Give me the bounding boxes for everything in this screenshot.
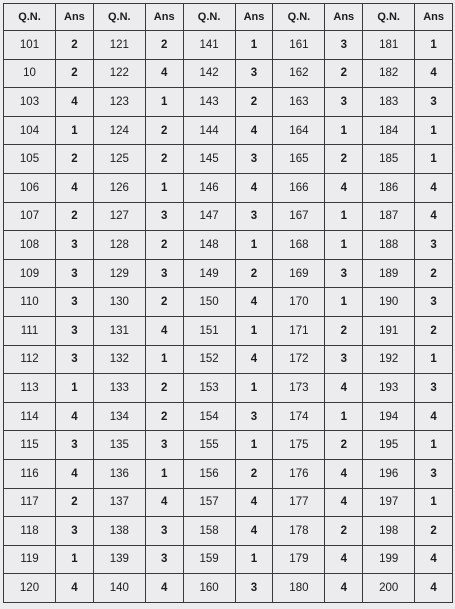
question-number-cell: 150 [183, 288, 235, 317]
question-number-cell: 149 [183, 259, 235, 288]
question-number-cell: 192 [363, 345, 415, 374]
question-number-cell: 156 [183, 459, 235, 488]
question-number-cell: 101 [4, 31, 56, 60]
question-number-cell: 114 [4, 402, 56, 431]
table-row [4, 259, 453, 288]
question-number-cell: 133 [93, 374, 145, 403]
header-question-number: Q.N. [93, 4, 145, 31]
answer-cell: 3 [56, 517, 94, 546]
answer-cell: 1 [235, 545, 273, 574]
question-number-cell: 122 [93, 59, 145, 88]
answer-cell: 3 [145, 431, 183, 460]
answer-cell: 2 [145, 116, 183, 145]
answer-cell: 2 [325, 316, 363, 345]
answer-cell: 2 [56, 202, 94, 231]
question-number-cell: 155 [183, 431, 235, 460]
question-number-cell: 199 [363, 545, 415, 574]
question-number-cell: 173 [273, 374, 325, 403]
answer-cell: 4 [325, 173, 363, 202]
answer-cell: 3 [235, 574, 273, 603]
question-number-cell: 189 [363, 259, 415, 288]
question-number-cell: 141 [183, 31, 235, 60]
header-question-number: Q.N. [273, 4, 325, 31]
question-number-cell: 170 [273, 288, 325, 317]
answer-cell: 2 [56, 145, 94, 174]
question-number-cell: 139 [93, 545, 145, 574]
question-number-cell: 121 [93, 31, 145, 60]
answer-cell: 3 [415, 374, 453, 403]
question-number-cell: 197 [363, 488, 415, 517]
answer-cell: 4 [235, 345, 273, 374]
question-number-cell: 137 [93, 488, 145, 517]
question-number-cell: 126 [93, 173, 145, 202]
answer-cell: 3 [56, 259, 94, 288]
table-row [4, 402, 453, 431]
answer-cell: 2 [415, 517, 453, 546]
question-number-cell: 129 [93, 259, 145, 288]
answer-key-body [4, 31, 453, 603]
question-number-cell: 177 [273, 488, 325, 517]
question-number-cell: 124 [93, 116, 145, 145]
header-question-number: Q.N. [4, 4, 56, 31]
question-number-cell: 191 [363, 316, 415, 345]
table-row [4, 231, 453, 260]
table-row [4, 316, 453, 345]
question-number-cell: 158 [183, 517, 235, 546]
answer-cell: 4 [235, 116, 273, 145]
answer-cell: 4 [235, 173, 273, 202]
question-number-cell: 167 [273, 202, 325, 231]
answer-cell: 3 [56, 316, 94, 345]
answer-cell: 1 [235, 374, 273, 403]
answer-cell: 3 [145, 517, 183, 546]
answer-cell: 2 [56, 31, 94, 60]
question-number-cell: 132 [93, 345, 145, 374]
question-number-cell: 105 [4, 145, 56, 174]
header-question-number: Q.N. [183, 4, 235, 31]
question-number-cell: 200 [363, 574, 415, 603]
question-number-cell: 104 [4, 116, 56, 145]
table-row [4, 116, 453, 145]
question-number-cell: 111 [4, 316, 56, 345]
answer-cell: 4 [415, 545, 453, 574]
table-row [4, 88, 453, 117]
question-number-cell: 195 [363, 431, 415, 460]
question-number-cell: 128 [93, 231, 145, 260]
answer-cell: 3 [415, 88, 453, 117]
question-number-cell: 134 [93, 402, 145, 431]
answer-cell: 2 [145, 374, 183, 403]
question-number-cell: 164 [273, 116, 325, 145]
answer-cell: 2 [235, 88, 273, 117]
question-number-cell: 157 [183, 488, 235, 517]
question-number-cell: 196 [363, 459, 415, 488]
answer-cell: 1 [415, 431, 453, 460]
question-number-cell: 179 [273, 545, 325, 574]
question-number-cell: 138 [93, 517, 145, 546]
question-number-cell: 163 [273, 88, 325, 117]
question-number-cell: 162 [273, 59, 325, 88]
answer-cell: 2 [145, 231, 183, 260]
answer-cell: 2 [325, 145, 363, 174]
answer-cell: 4 [56, 402, 94, 431]
answer-cell: 3 [325, 31, 363, 60]
question-number-cell: 152 [183, 345, 235, 374]
question-number-cell: 151 [183, 316, 235, 345]
answer-cell: 3 [325, 345, 363, 374]
answer-cell: 1 [235, 316, 273, 345]
question-number-cell: 172 [273, 345, 325, 374]
answer-cell: 2 [145, 288, 183, 317]
answer-cell: 2 [325, 431, 363, 460]
answer-cell: 3 [415, 231, 453, 260]
answer-cell: 4 [325, 488, 363, 517]
question-number-cell: 107 [4, 202, 56, 231]
answer-cell: 4 [415, 59, 453, 88]
table-row [4, 202, 453, 231]
question-number-cell: 198 [363, 517, 415, 546]
question-number-cell: 175 [273, 431, 325, 460]
answer-cell: 4 [235, 288, 273, 317]
question-number-cell: 108 [4, 231, 56, 260]
answer-cell: 3 [235, 202, 273, 231]
answer-cell: 1 [145, 345, 183, 374]
answer-cell: 1 [325, 116, 363, 145]
answer-cell: 1 [415, 116, 453, 145]
question-number-cell: 148 [183, 231, 235, 260]
question-number-cell: 131 [93, 316, 145, 345]
table-row [4, 288, 453, 317]
answer-cell: 1 [145, 459, 183, 488]
answer-cell: 3 [235, 402, 273, 431]
answer-cell: 2 [56, 59, 94, 88]
answer-cell: 3 [145, 545, 183, 574]
question-number-cell: 146 [183, 173, 235, 202]
question-number-cell: 143 [183, 88, 235, 117]
answer-cell: 2 [145, 31, 183, 60]
question-number-cell: 160 [183, 574, 235, 603]
question-number-cell: 110 [4, 288, 56, 317]
table-row [4, 173, 453, 202]
question-number-cell: 145 [183, 145, 235, 174]
answer-cell: 1 [56, 545, 94, 574]
answer-cell: 1 [145, 173, 183, 202]
answer-cell: 4 [325, 545, 363, 574]
answer-cell: 1 [415, 31, 453, 60]
question-number-cell: 188 [363, 231, 415, 260]
answer-cell: 1 [235, 431, 273, 460]
header-row [4, 4, 453, 31]
answer-cell: 1 [56, 116, 94, 145]
question-number-cell: 118 [4, 517, 56, 546]
answer-cell: 1 [415, 145, 453, 174]
answer-cell: 4 [56, 88, 94, 117]
answer-cell: 3 [56, 431, 94, 460]
question-number-cell: 106 [4, 173, 56, 202]
question-number-cell: 153 [183, 374, 235, 403]
question-number-cell: 117 [4, 488, 56, 517]
answer-cell: 1 [415, 488, 453, 517]
answer-cell: 3 [325, 259, 363, 288]
question-number-cell: 127 [93, 202, 145, 231]
question-number-cell: 147 [183, 202, 235, 231]
answer-cell: 3 [145, 202, 183, 231]
question-number-cell: 178 [273, 517, 325, 546]
answer-cell: 1 [235, 231, 273, 260]
question-number-cell: 112 [4, 345, 56, 374]
table-row [4, 459, 453, 488]
answer-cell: 1 [325, 288, 363, 317]
answer-cell: 3 [145, 259, 183, 288]
answer-cell: 2 [325, 59, 363, 88]
answer-cell: 2 [235, 259, 273, 288]
question-number-cell: 168 [273, 231, 325, 260]
table-row [4, 574, 453, 603]
question-number-cell: 181 [363, 31, 415, 60]
question-number-cell: 116 [4, 459, 56, 488]
answer-cell: 4 [415, 402, 453, 431]
answer-cell: 4 [235, 488, 273, 517]
answer-cell: 2 [415, 316, 453, 345]
question-number-cell: 182 [363, 59, 415, 88]
answer-cell: 4 [415, 202, 453, 231]
question-number-cell: 165 [273, 145, 325, 174]
table-row [4, 31, 453, 60]
answer-cell: 2 [56, 488, 94, 517]
table-row [4, 488, 453, 517]
question-number-cell: 103 [4, 88, 56, 117]
answer-cell: 3 [235, 59, 273, 88]
question-number-cell: 161 [273, 31, 325, 60]
answer-cell: 4 [235, 517, 273, 546]
answer-cell: 4 [325, 574, 363, 603]
header-answer: Ans [56, 4, 94, 31]
answer-cell: 2 [235, 459, 273, 488]
table-row [4, 545, 453, 574]
question-number-cell: 140 [93, 574, 145, 603]
table-row [4, 59, 453, 88]
header-answer: Ans [145, 4, 183, 31]
header-question-number: Q.N. [363, 4, 415, 31]
answer-cell: 4 [325, 374, 363, 403]
answer-cell: 3 [56, 288, 94, 317]
question-number-cell: 194 [363, 402, 415, 431]
answer-cell: 3 [56, 345, 94, 374]
question-number-cell: 159 [183, 545, 235, 574]
answer-cell: 4 [145, 59, 183, 88]
answer-cell: 1 [235, 31, 273, 60]
question-number-cell: 176 [273, 459, 325, 488]
question-number-cell: 109 [4, 259, 56, 288]
answer-cell: 2 [415, 259, 453, 288]
answer-cell: 4 [56, 459, 94, 488]
question-number-cell: 166 [273, 173, 325, 202]
answer-cell: 1 [325, 202, 363, 231]
question-number-cell: 123 [93, 88, 145, 117]
question-number-cell: 10 [4, 59, 56, 88]
answer-cell: 3 [235, 145, 273, 174]
answer-cell: 1 [325, 402, 363, 431]
answer-cell: 3 [415, 459, 453, 488]
answer-cell: 2 [145, 402, 183, 431]
answer-cell: 1 [415, 345, 453, 374]
question-number-cell: 187 [363, 202, 415, 231]
question-number-cell: 115 [4, 431, 56, 460]
question-number-cell: 169 [273, 259, 325, 288]
answer-key-table [3, 3, 453, 603]
question-number-cell: 113 [4, 374, 56, 403]
answer-cell: 4 [56, 173, 94, 202]
header-answer: Ans [235, 4, 273, 31]
answer-cell: 4 [325, 459, 363, 488]
question-number-cell: 184 [363, 116, 415, 145]
table-row [4, 145, 453, 174]
answer-cell: 3 [415, 288, 453, 317]
question-number-cell: 142 [183, 59, 235, 88]
question-number-cell: 135 [93, 431, 145, 460]
question-number-cell: 193 [363, 374, 415, 403]
answer-cell: 4 [145, 488, 183, 517]
question-number-cell: 183 [363, 88, 415, 117]
table-row [4, 431, 453, 460]
question-number-cell: 136 [93, 459, 145, 488]
table-row [4, 374, 453, 403]
question-number-cell: 185 [363, 145, 415, 174]
question-number-cell: 120 [4, 574, 56, 603]
answer-cell: 1 [325, 231, 363, 260]
question-number-cell: 171 [273, 316, 325, 345]
answer-cell: 4 [145, 316, 183, 345]
table-row [4, 517, 453, 546]
answer-cell: 4 [56, 574, 94, 603]
question-number-cell: 186 [363, 173, 415, 202]
answer-cell: 1 [56, 374, 94, 403]
table-row [4, 345, 453, 374]
question-number-cell: 144 [183, 116, 235, 145]
answer-cell: 2 [145, 145, 183, 174]
question-number-cell: 130 [93, 288, 145, 317]
answer-cell: 4 [415, 173, 453, 202]
answer-cell: 1 [145, 88, 183, 117]
question-number-cell: 125 [93, 145, 145, 174]
answer-cell: 3 [56, 231, 94, 260]
answer-cell: 4 [145, 574, 183, 603]
answer-cell: 2 [325, 517, 363, 546]
header-answer: Ans [415, 4, 453, 31]
question-number-cell: 190 [363, 288, 415, 317]
question-number-cell: 180 [273, 574, 325, 603]
question-number-cell: 154 [183, 402, 235, 431]
question-number-cell: 119 [4, 545, 56, 574]
question-number-cell: 174 [273, 402, 325, 431]
header-answer: Ans [325, 4, 363, 31]
answer-cell: 4 [415, 574, 453, 603]
answer-cell: 3 [325, 88, 363, 117]
